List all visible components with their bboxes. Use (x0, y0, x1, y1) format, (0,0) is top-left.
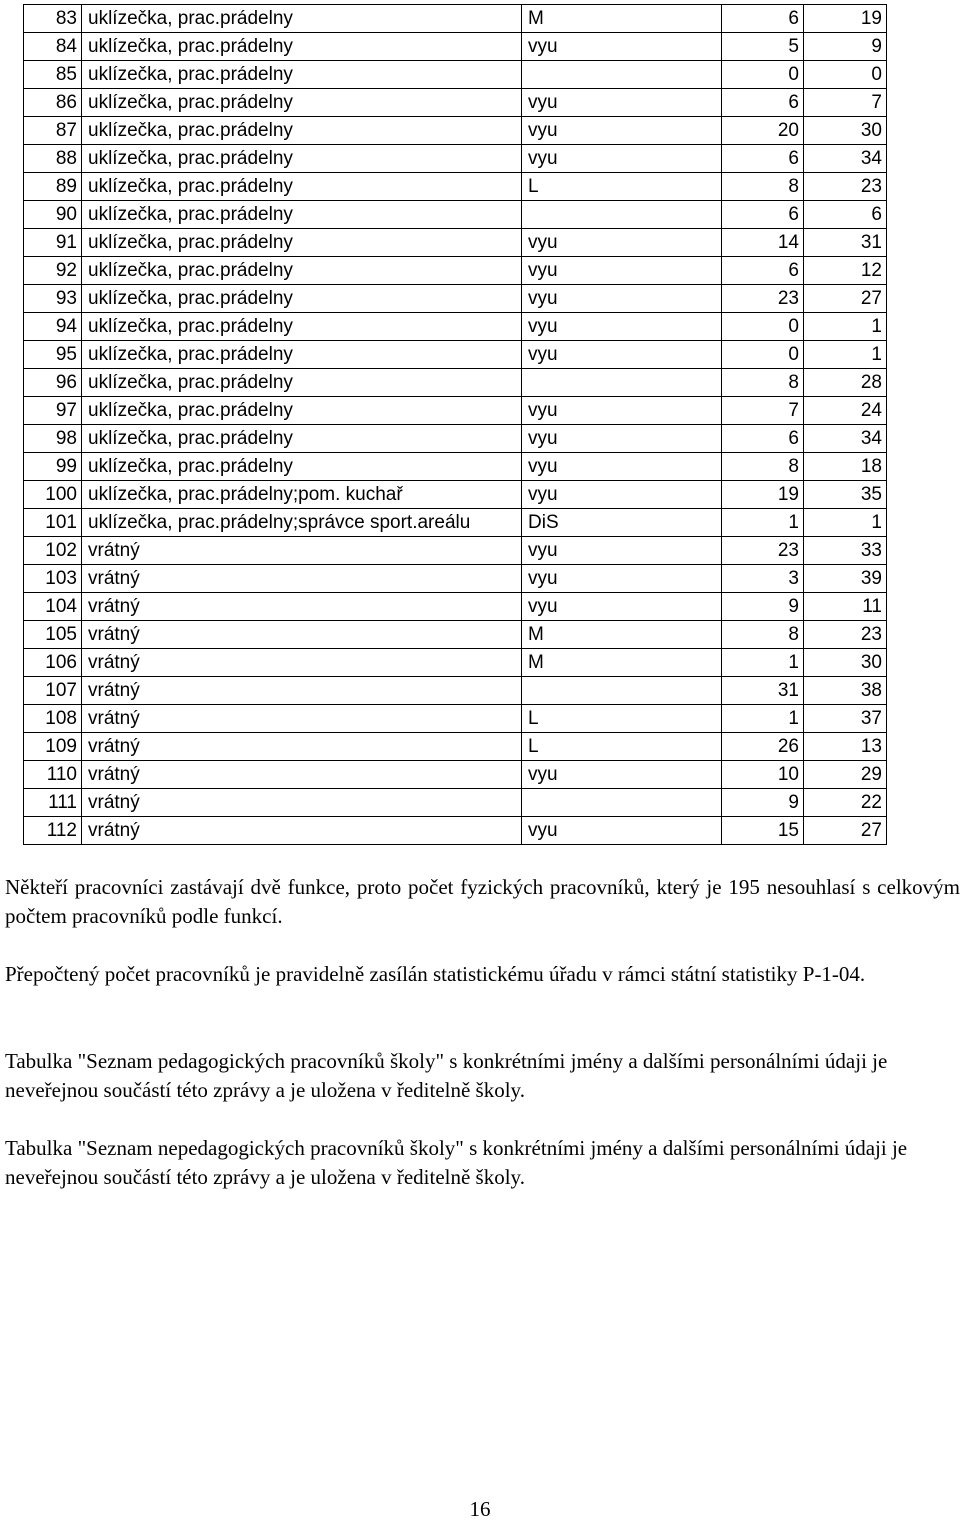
qualification-cell: vyu (522, 145, 722, 173)
value-b-cell: 9 (804, 33, 887, 61)
qualification-cell: vyu (522, 397, 722, 425)
qualification-cell: vyu (522, 33, 722, 61)
value-a-cell: 7 (722, 397, 804, 425)
qualification-cell: vyu (522, 453, 722, 481)
value-a-cell: 23 (722, 537, 804, 565)
value-a-cell: 1 (722, 649, 804, 677)
position-cell: vrátný (82, 621, 522, 649)
row-number-cell: 101 (24, 509, 82, 537)
table-row (24, 481, 887, 509)
value-b-cell: 34 (804, 425, 887, 453)
row-number-cell: 102 (24, 537, 82, 565)
position-cell: vrátný (82, 565, 522, 593)
row-number-cell: 87 (24, 117, 82, 145)
value-a-cell: 19 (722, 481, 804, 509)
qualification-cell: vyu (522, 537, 722, 565)
value-a-cell: 0 (722, 341, 804, 369)
qualification-cell: DiS (522, 509, 722, 537)
row-number-cell: 105 (24, 621, 82, 649)
qualification-cell: vyu (522, 117, 722, 145)
position-cell: uklízečka, prac.prádelny (82, 397, 522, 425)
value-a-cell: 10 (722, 761, 804, 789)
paragraph-pedagogical-list: Tabulka "Seznam pedagogických pracovníků školy" s konkrétními jmény a dalšími personálními údaji je neveřejnou součástí této zprávy a je uložena v ředitelně školy. (5, 1049, 888, 1102)
row-number-cell: 111 (24, 789, 82, 817)
position-cell: uklízečka, prac.prádelny (82, 89, 522, 117)
row-number-cell: 91 (24, 229, 82, 257)
position-cell: uklízečka, prac.prádelny;pom. kuchař (82, 481, 522, 509)
table-row (24, 453, 887, 481)
qualification-cell: vyu (522, 285, 722, 313)
row-number-cell: 84 (24, 33, 82, 61)
row-number-cell: 107 (24, 677, 82, 705)
value-b-cell: 18 (804, 453, 887, 481)
value-b-cell: 22 (804, 789, 887, 817)
value-b-cell: 23 (804, 621, 887, 649)
table-row (24, 313, 887, 341)
value-b-cell: 38 (804, 677, 887, 705)
table-row (24, 201, 887, 229)
position-cell: vrátný (82, 789, 522, 817)
qualification-cell: vyu (522, 257, 722, 285)
row-number-cell: 112 (24, 817, 82, 845)
position-cell: vrátný (82, 537, 522, 565)
position-cell: vrátný (82, 733, 522, 761)
qualification-cell: M (522, 5, 722, 33)
value-b-cell: 1 (804, 509, 887, 537)
value-a-cell: 31 (722, 677, 804, 705)
position-cell: uklízečka, prac.prádelny (82, 173, 522, 201)
qualification-cell: vyu (522, 481, 722, 509)
row-number-cell: 86 (24, 89, 82, 117)
value-b-cell: 1 (804, 313, 887, 341)
table-row (24, 677, 887, 705)
position-cell: uklízečka, prac.prádelny;správce sport.areálu (82, 509, 522, 537)
qualification-cell: vyu (522, 817, 722, 845)
row-number-cell: 89 (24, 173, 82, 201)
table-row (24, 761, 887, 789)
row-number-cell: 109 (24, 733, 82, 761)
value-a-cell: 6 (722, 257, 804, 285)
table-row (24, 817, 887, 845)
row-number-cell: 92 (24, 257, 82, 285)
value-a-cell: 23 (722, 285, 804, 313)
qualification-cell (522, 369, 722, 397)
table-row (24, 509, 887, 537)
table-row (24, 537, 887, 565)
table-row (24, 425, 887, 453)
position-cell: vrátný (82, 593, 522, 621)
qualification-cell: M (522, 621, 722, 649)
value-b-cell: 1 (804, 341, 887, 369)
qualification-cell: vyu (522, 425, 722, 453)
qualification-cell: vyu (522, 565, 722, 593)
position-cell: uklízečka, prac.prádelny (82, 425, 522, 453)
value-a-cell: 14 (722, 229, 804, 257)
qualification-cell: L (522, 173, 722, 201)
row-number-cell: 103 (24, 565, 82, 593)
position-cell: uklízečka, prac.prádelny (82, 341, 522, 369)
value-a-cell: 8 (722, 621, 804, 649)
qualification-cell (522, 677, 722, 705)
value-b-cell: 30 (804, 649, 887, 677)
value-b-cell: 34 (804, 145, 887, 173)
row-number-cell: 95 (24, 341, 82, 369)
row-number-cell: 99 (24, 453, 82, 481)
position-cell: uklízečka, prac.prádelny (82, 117, 522, 145)
row-number-cell: 83 (24, 5, 82, 33)
value-a-cell: 15 (722, 817, 804, 845)
value-a-cell: 20 (722, 117, 804, 145)
qualification-cell: vyu (522, 89, 722, 117)
value-b-cell: 12 (804, 257, 887, 285)
table-row (24, 705, 887, 733)
value-a-cell: 8 (722, 369, 804, 397)
row-number-cell: 110 (24, 761, 82, 789)
qualification-cell: L (522, 705, 722, 733)
table-row (24, 61, 887, 89)
table-row (24, 621, 887, 649)
position-cell: vrátný (82, 817, 522, 845)
value-a-cell: 6 (722, 145, 804, 173)
value-a-cell: 9 (722, 789, 804, 817)
value-a-cell: 0 (722, 313, 804, 341)
table-row (24, 341, 887, 369)
position-cell: uklízečka, prac.prádelny (82, 5, 522, 33)
position-cell: uklízečka, prac.prádelny (82, 33, 522, 61)
row-number-cell: 100 (24, 481, 82, 509)
value-b-cell: 27 (804, 817, 887, 845)
position-cell: vrátný (82, 705, 522, 733)
table-row (24, 649, 887, 677)
qualification-cell: vyu (522, 593, 722, 621)
table-row (24, 565, 887, 593)
paragraph-nonpedagogical-list: Tabulka "Seznam nepedagogických pracovníků školy" s konkrétními jmény a dalšími personálními údaji je neveřejnou součástí této zprávy a je uložena v ředitelně školy. (5, 1136, 908, 1189)
table-row (24, 145, 887, 173)
qualification-cell: vyu (522, 761, 722, 789)
position-cell: uklízečka, prac.prádelny (82, 369, 522, 397)
row-number-cell: 104 (24, 593, 82, 621)
position-cell: uklízečka, prac.prádelny (82, 61, 522, 89)
staff-table (23, 4, 887, 845)
paragraph-statistics: Přepočtený počet pracovníků je pravidelně zasílán statistickému úřadu v rámci státní statistiky P-1-04. (5, 962, 866, 986)
qualification-cell (522, 61, 722, 89)
row-number-cell: 90 (24, 201, 82, 229)
row-number-cell: 98 (24, 425, 82, 453)
value-b-cell: 31 (804, 229, 887, 257)
row-number-cell: 93 (24, 285, 82, 313)
qualification-cell: vyu (522, 229, 722, 257)
position-cell: uklízečka, prac.prádelny (82, 453, 522, 481)
value-a-cell: 1 (722, 705, 804, 733)
position-cell: vrátný (82, 677, 522, 705)
qualification-cell: M (522, 649, 722, 677)
table-row (24, 33, 887, 61)
position-cell: uklízečka, prac.prádelny (82, 313, 522, 341)
table-row (24, 397, 887, 425)
value-b-cell: 11 (804, 593, 887, 621)
value-b-cell: 0 (804, 61, 887, 89)
value-b-cell: 19 (804, 5, 887, 33)
row-number-cell: 108 (24, 705, 82, 733)
value-a-cell: 1 (722, 509, 804, 537)
value-a-cell: 6 (722, 5, 804, 33)
table-row (24, 369, 887, 397)
table-row (24, 117, 887, 145)
table-row (24, 285, 887, 313)
qualification-cell: vyu (522, 313, 722, 341)
value-b-cell: 28 (804, 369, 887, 397)
table-row (24, 229, 887, 257)
value-b-cell: 29 (804, 761, 887, 789)
value-b-cell: 33 (804, 537, 887, 565)
table-row (24, 593, 887, 621)
table-row (24, 89, 887, 117)
page-number: 16 (469, 1497, 491, 1521)
staff-table-body (24, 5, 887, 845)
value-a-cell: 6 (722, 89, 804, 117)
table-row (24, 733, 887, 761)
value-a-cell: 8 (722, 453, 804, 481)
value-b-cell: 7 (804, 89, 887, 117)
value-a-cell: 5 (722, 33, 804, 61)
position-cell: uklízečka, prac.prádelny (82, 145, 522, 173)
value-a-cell: 6 (722, 201, 804, 229)
value-b-cell: 30 (804, 117, 887, 145)
table-row (24, 789, 887, 817)
value-b-cell: 13 (804, 733, 887, 761)
table-row (24, 5, 887, 33)
row-number-cell: 88 (24, 145, 82, 173)
row-number-cell: 96 (24, 369, 82, 397)
qualification-cell (522, 201, 722, 229)
row-number-cell: 106 (24, 649, 82, 677)
row-number-cell: 97 (24, 397, 82, 425)
position-cell: uklízečka, prac.prádelny (82, 257, 522, 285)
value-b-cell: 6 (804, 201, 887, 229)
paragraph-dual-functions: Někteří pracovníci zastávají dvě funkce, proto počet fyzických pracovníků, který je 195 nesouhlasí s celkovým počtem pracovníků podle funkcí. (5, 875, 960, 928)
position-cell: uklízečka, prac.prádelny (82, 285, 522, 313)
qualification-cell: vyu (522, 341, 722, 369)
row-number-cell: 85 (24, 61, 82, 89)
table-row (24, 173, 887, 201)
value-a-cell: 26 (722, 733, 804, 761)
value-a-cell: 9 (722, 593, 804, 621)
position-cell: uklízečka, prac.prádelny (82, 201, 522, 229)
value-a-cell: 3 (722, 565, 804, 593)
position-cell: uklízečka, prac.prádelny (82, 229, 522, 257)
qualification-cell (522, 789, 722, 817)
value-b-cell: 23 (804, 173, 887, 201)
row-number-cell: 94 (24, 313, 82, 341)
position-cell: vrátný (82, 649, 522, 677)
position-cell: vrátný (82, 761, 522, 789)
value-a-cell: 6 (722, 425, 804, 453)
table-row (24, 257, 887, 285)
value-b-cell: 24 (804, 397, 887, 425)
value-b-cell: 35 (804, 481, 887, 509)
value-a-cell: 8 (722, 173, 804, 201)
qualification-cell: L (522, 733, 722, 761)
value-b-cell: 37 (804, 705, 887, 733)
value-b-cell: 27 (804, 285, 887, 313)
value-a-cell: 0 (722, 61, 804, 89)
value-b-cell: 39 (804, 565, 887, 593)
